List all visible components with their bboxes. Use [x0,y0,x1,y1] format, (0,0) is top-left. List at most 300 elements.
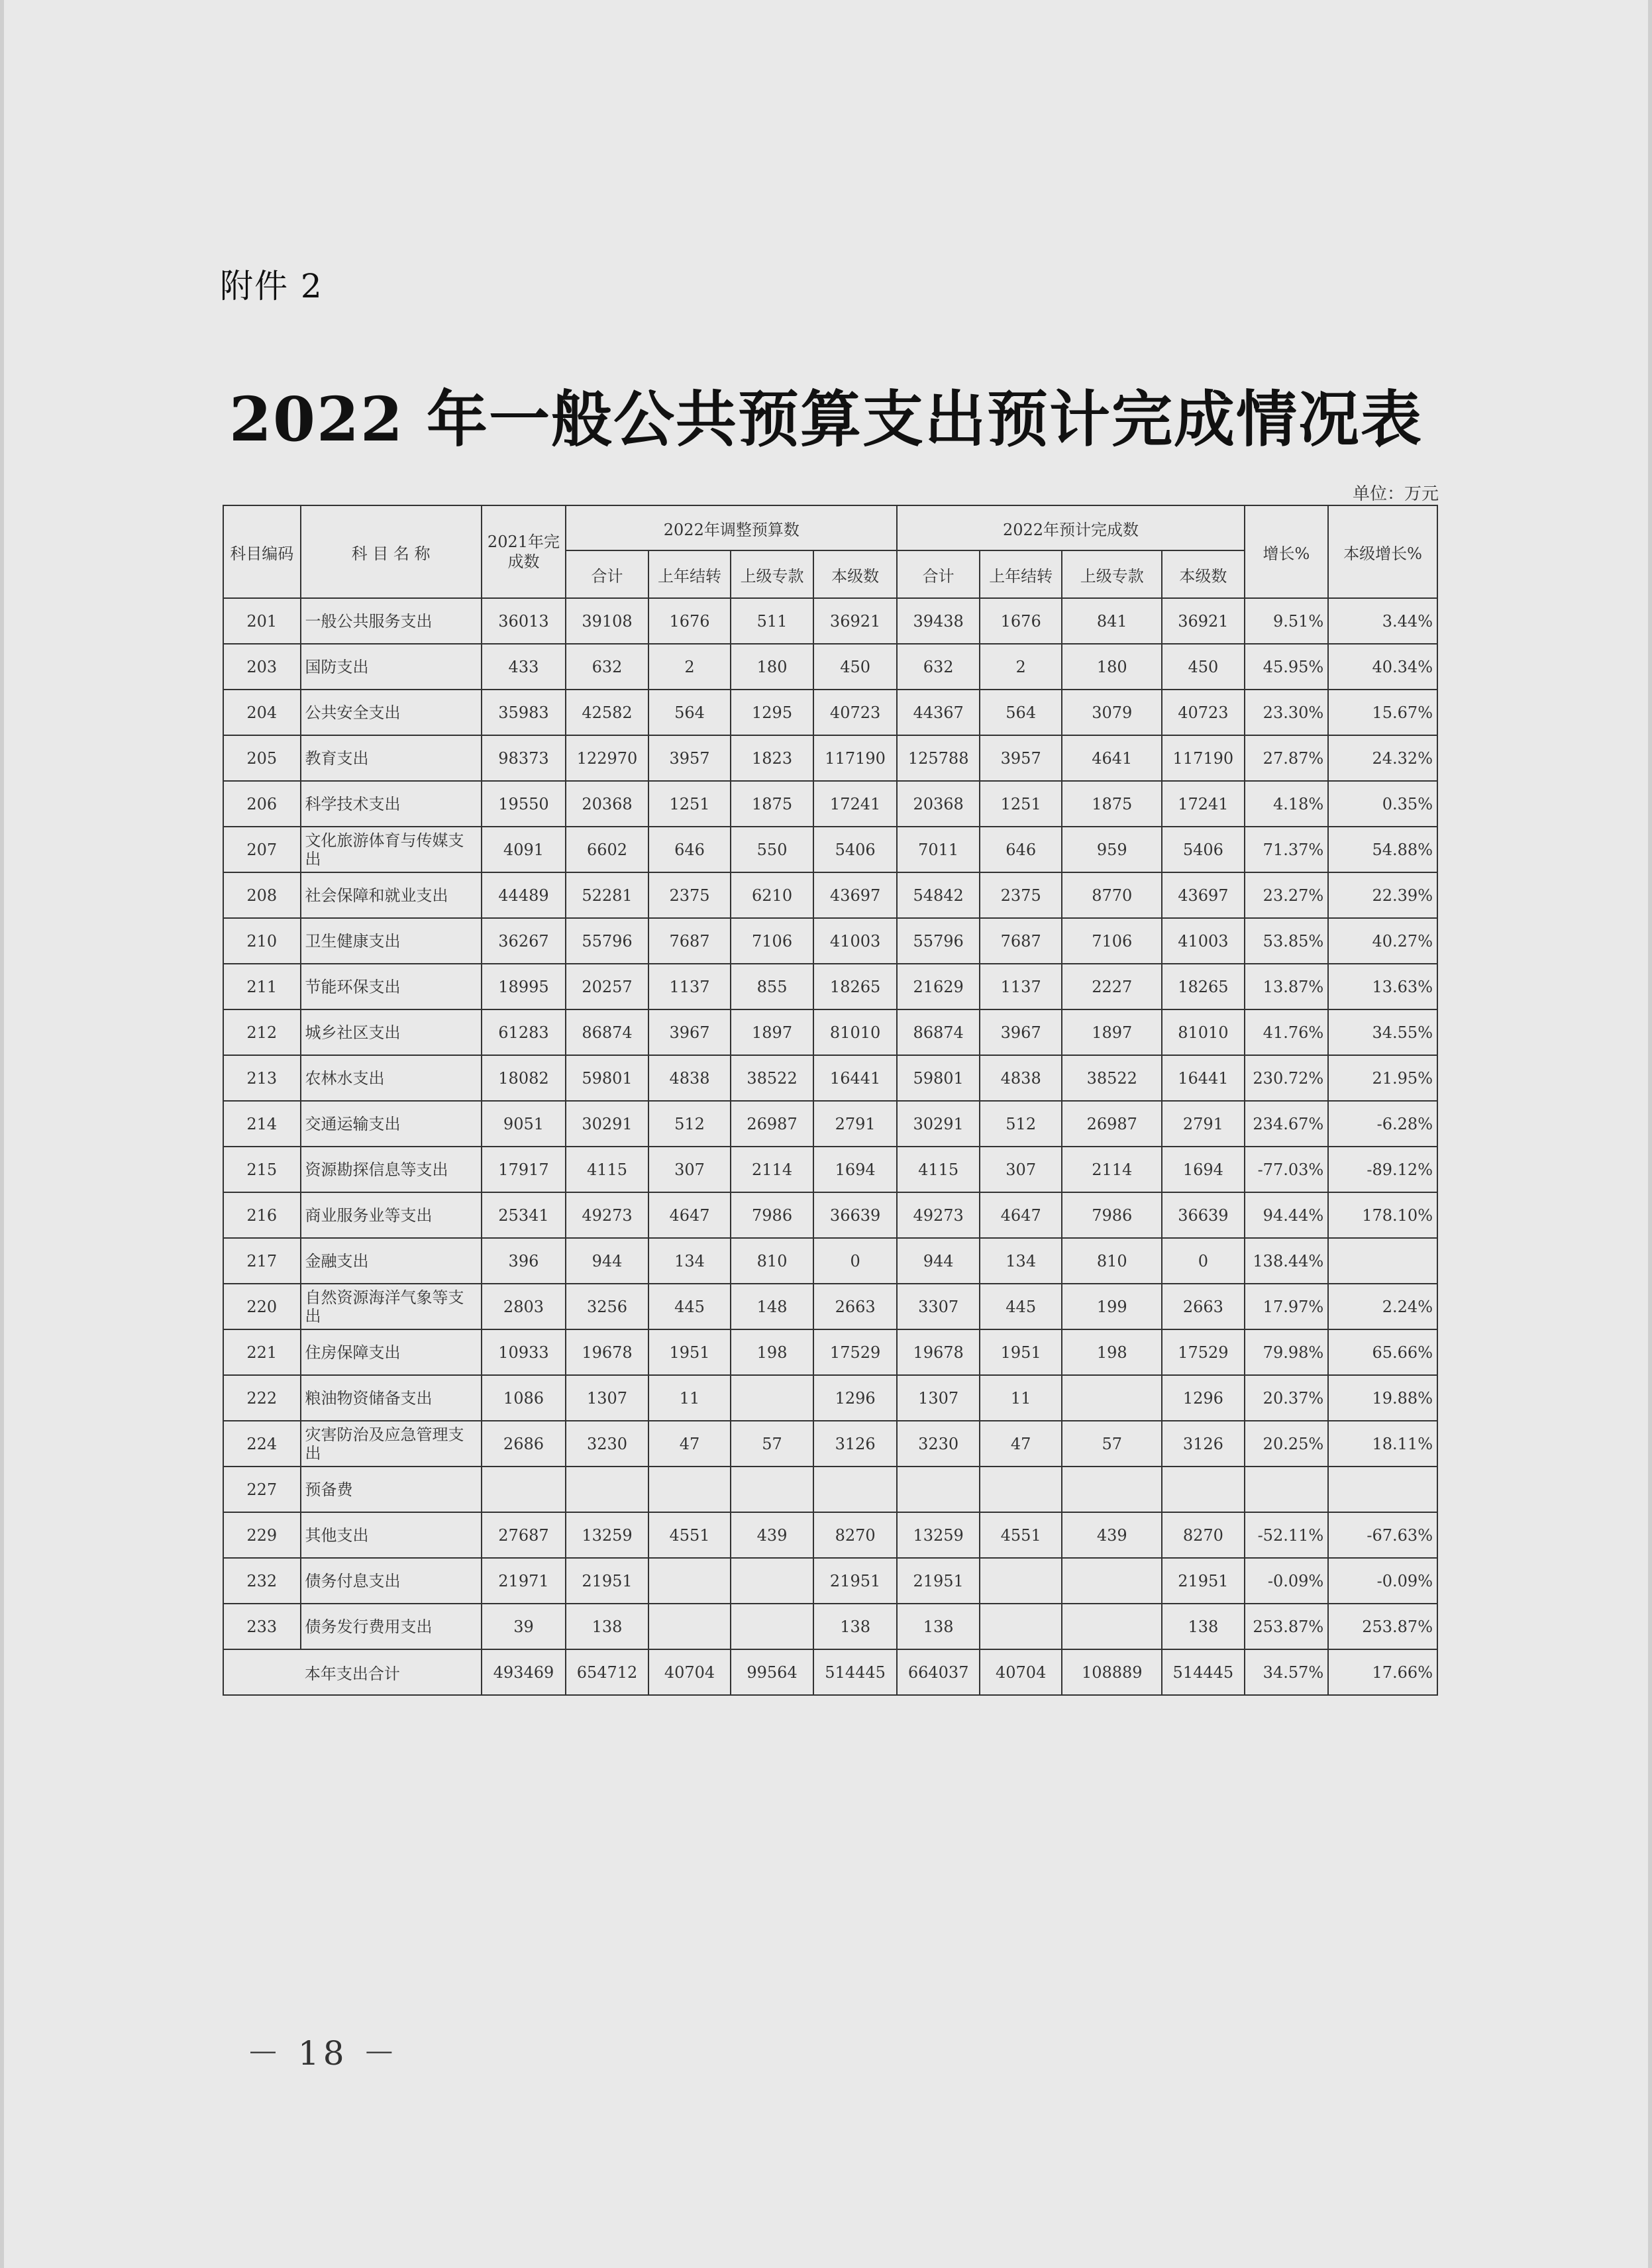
cell-adj-carry [648,1558,731,1604]
cell-a2021: 39 [482,1604,566,1649]
cell-adj-special: 198 [731,1329,813,1375]
cell-code: 208 [223,872,301,918]
cell-adj-carry [648,1467,731,1512]
cell-growth: 94.44% [1245,1192,1329,1238]
cell-growth: 71.37% [1245,827,1329,872]
cell-a2021: 98373 [482,735,566,781]
cell-exp-total: 3230 [897,1421,980,1467]
cell-local-growth: 54.88% [1328,827,1437,872]
total-exp-carry: 40704 [980,1649,1062,1695]
table-row [223,1055,1437,1101]
cell-a2021: 35983 [482,690,566,735]
cell-growth: 27.87% [1245,735,1329,781]
cell-exp-total: 59801 [897,1055,980,1101]
cell-adj-local: 36639 [813,1192,898,1238]
cell-adj-local: 2791 [813,1101,898,1147]
cell-exp-local: 16441 [1162,1055,1245,1101]
cell-exp-local: 41003 [1162,918,1245,964]
cell-code: 222 [223,1375,301,1421]
cell-name: 自然资源海洋气象等支出 [301,1284,482,1329]
cell-adj-local: 36921 [813,598,898,644]
cell-code: 217 [223,1238,301,1284]
cell-adj-total: 138 [566,1604,648,1649]
cell-adj-total: 3256 [566,1284,648,1329]
cell-adj-special: 550 [731,827,813,872]
cell-exp-special: 199 [1062,1284,1162,1329]
table-row [223,918,1437,964]
cell-local-growth: 3.44% [1328,598,1437,644]
header-actual-2021: 2021年完成数 [482,505,566,598]
cell-name: 资源勘探信息等支出 [301,1147,482,1192]
header-exp-local: 本级数 [1162,550,1245,598]
cell-a2021: 396 [482,1238,566,1284]
cell-name: 公共安全支出 [301,690,482,735]
cell-code: 216 [223,1192,301,1238]
cell-exp-total: 21629 [897,964,980,1009]
cell-a2021: 17917 [482,1147,566,1192]
cell-adj-total: 52281 [566,872,648,918]
cell-adj-special [731,1558,813,1604]
cell-adj-carry: 11 [648,1375,731,1421]
cell-adj-carry: 1251 [648,781,731,827]
cell-local-growth: 2.24% [1328,1284,1437,1329]
table-row [223,964,1437,1009]
cell-a2021: 1086 [482,1375,566,1421]
page-title: 2022 年一般公共预算支出预计完成情况表 [229,384,1423,455]
cell-exp-carry: 3957 [980,735,1062,781]
cell-adj-carry: 1676 [648,598,731,644]
cell-adj-local: 43697 [813,872,898,918]
table-row [223,1147,1437,1192]
cell-adj-total: 632 [566,644,648,690]
cell-code: 201 [223,598,301,644]
table-row [223,598,1437,644]
cell-adj-special: 439 [731,1512,813,1558]
cell-exp-carry: 512 [980,1101,1062,1147]
cell-growth: 138.44% [1245,1238,1329,1284]
cell-growth: -77.03% [1245,1147,1329,1192]
cell-growth [1245,1467,1329,1512]
cell-exp-carry: 3967 [980,1009,1062,1055]
cell-a2021: 4091 [482,827,566,872]
cell-adj-total: 19678 [566,1329,648,1375]
cell-exp-carry: 564 [980,690,1062,735]
cell-growth: 230.72% [1245,1055,1329,1101]
cell-exp-carry [980,1467,1062,1512]
cell-local-growth: 22.39% [1328,872,1437,918]
cell-a2021: 61283 [482,1009,566,1055]
cell-name: 国防支出 [301,644,482,690]
cell-exp-local: 40723 [1162,690,1245,735]
table-row [223,1375,1437,1421]
table-row [223,1238,1437,1284]
cell-name: 卫生健康支出 [301,918,482,964]
cell-code: 206 [223,781,301,827]
cell-local-growth: 24.32% [1328,735,1437,781]
cell-exp-carry [980,1558,1062,1604]
cell-local-growth: 40.27% [1328,918,1437,964]
cell-exp-carry: 4838 [980,1055,1062,1101]
cell-adj-special [731,1375,813,1421]
cell-name: 交通运输支出 [301,1101,482,1147]
cell-name: 粮油物资储备支出 [301,1375,482,1421]
header-code: 科目编码 [223,505,301,598]
cell-exp-total: 944 [897,1238,980,1284]
cell-local-growth: 21.95% [1328,1055,1437,1101]
cell-exp-total [897,1467,980,1512]
cell-code: 205 [223,735,301,781]
table-row [223,690,1437,735]
cell-a2021: 21971 [482,1558,566,1604]
scan-edge-left [0,0,4,2268]
total-exp-total: 664037 [897,1649,980,1695]
cell-adj-total: 20257 [566,964,648,1009]
cell-local-growth [1328,1238,1437,1284]
header-adj-local: 本级数 [813,550,898,598]
header-local-growth: 本级增长% [1328,505,1437,598]
page-number: － 18 － [246,2034,400,2073]
header-name: 科 目 名 称 [301,505,482,598]
cell-exp-carry: 1676 [980,598,1062,644]
cell-adj-local: 3126 [813,1421,898,1467]
cell-exp-local: 2791 [1162,1101,1245,1147]
cell-growth: 41.76% [1245,1009,1329,1055]
cell-exp-special: 810 [1062,1238,1162,1284]
cell-exp-local: 36639 [1162,1192,1245,1238]
cell-growth: -0.09% [1245,1558,1329,1604]
cell-adj-total: 39108 [566,598,648,644]
cell-adj-carry: 47 [648,1421,731,1467]
cell-adj-total: 3230 [566,1421,648,1467]
cell-local-growth: 15.67% [1328,690,1437,735]
cell-adj-total: 59801 [566,1055,648,1101]
total-adj-total: 654712 [566,1649,648,1695]
cell-adj-special: 1875 [731,781,813,827]
cell-adj-carry: 4647 [648,1192,731,1238]
table-row [223,1467,1437,1512]
table-row [223,1558,1437,1604]
cell-exp-local: 5406 [1162,827,1245,872]
header-adj-total: 合计 [566,550,648,598]
cell-adj-carry: 646 [648,827,731,872]
cell-exp-local: 8270 [1162,1512,1245,1558]
cell-exp-special: 2114 [1062,1147,1162,1192]
cell-growth: 53.85% [1245,918,1329,964]
cell-local-growth: 34.55% [1328,1009,1437,1055]
cell-adj-carry: 7687 [648,918,731,964]
cell-adj-carry [648,1604,731,1649]
cell-exp-special: 1875 [1062,781,1162,827]
cell-adj-local: 0 [813,1238,898,1284]
scan-edge-right [1648,0,1652,2268]
cell-exp-local: 81010 [1162,1009,1245,1055]
cell-adj-special [731,1467,813,1512]
cell-code: 212 [223,1009,301,1055]
cell-name: 节能环保支出 [301,964,482,1009]
header-exp-total: 合计 [897,550,980,598]
cell-name: 城乡社区支出 [301,1009,482,1055]
cell-name: 教育支出 [301,735,482,781]
cell-adj-local: 81010 [813,1009,898,1055]
cell-code: 232 [223,1558,301,1604]
cell-code: 229 [223,1512,301,1558]
cell-adj-carry: 3957 [648,735,731,781]
cell-exp-local: 0 [1162,1238,1245,1284]
cell-growth: 9.51% [1245,598,1329,644]
cell-exp-special: 26987 [1062,1101,1162,1147]
table-row [223,1604,1437,1649]
cell-name: 金融支出 [301,1238,482,1284]
total-growth: 34.57% [1245,1649,1329,1695]
table-row [223,1284,1437,1329]
cell-exp-carry [980,1604,1062,1649]
cell-adj-special: 2114 [731,1147,813,1192]
cell-adj-special: 511 [731,598,813,644]
cell-name: 商业服务业等支出 [301,1192,482,1238]
cell-adj-total: 55796 [566,918,648,964]
cell-exp-special: 198 [1062,1329,1162,1375]
cell-exp-total: 13259 [897,1512,980,1558]
cell-a2021: 2686 [482,1421,566,1467]
cell-adj-local: 2663 [813,1284,898,1329]
cell-adj-total: 6602 [566,827,648,872]
cell-name: 科学技术支出 [301,781,482,827]
cell-adj-local [813,1467,898,1512]
cell-exp-local: 450 [1162,644,1245,690]
cell-adj-special: 810 [731,1238,813,1284]
cell-exp-special [1062,1467,1162,1512]
cell-exp-carry: 4647 [980,1192,1062,1238]
cell-adj-total: 20368 [566,781,648,827]
cell-a2021: 18995 [482,964,566,1009]
header-adjusted-group: 2022年调整预算数 [566,505,897,550]
header-adj-special: 上级专款 [731,550,813,598]
cell-exp-local: 18265 [1162,964,1245,1009]
cell-adj-carry: 2375 [648,872,731,918]
cell-exp-special: 841 [1062,598,1162,644]
table-row [223,1101,1437,1147]
cell-exp-local: 17241 [1162,781,1245,827]
total-a2021: 493469 [482,1649,566,1695]
cell-growth: 20.25% [1245,1421,1329,1467]
cell-code: 215 [223,1147,301,1192]
cell-local-growth: 18.11% [1328,1421,1437,1467]
cell-exp-special: 4641 [1062,735,1162,781]
cell-exp-total: 44367 [897,690,980,735]
cell-exp-local: 117190 [1162,735,1245,781]
cell-adj-carry: 3967 [648,1009,731,1055]
total-adj-local: 514445 [813,1649,898,1695]
cell-code: 211 [223,964,301,1009]
cell-exp-total: 21951 [897,1558,980,1604]
cell-name: 一般公共服务支出 [301,598,482,644]
cell-adj-local: 1694 [813,1147,898,1192]
cell-exp-local: 17529 [1162,1329,1245,1375]
cell-local-growth: -89.12% [1328,1147,1437,1192]
table-row [223,1329,1437,1375]
cell-exp-total: 138 [897,1604,980,1649]
cell-adj-carry: 4838 [648,1055,731,1101]
cell-adj-total: 122970 [566,735,648,781]
cell-local-growth: 0.35% [1328,781,1437,827]
total-exp-special: 108889 [1062,1649,1162,1695]
cell-exp-carry: 1951 [980,1329,1062,1375]
cell-code: 214 [223,1101,301,1147]
cell-adj-special: 180 [731,644,813,690]
cell-adj-local: 17529 [813,1329,898,1375]
cell-adj-local: 17241 [813,781,898,827]
table-row [223,1192,1437,1238]
attachment-label: 附件 2 [220,267,323,305]
cell-code: 204 [223,690,301,735]
cell-growth: 79.98% [1245,1329,1329,1375]
cell-exp-total: 39438 [897,598,980,644]
cell-adj-carry: 512 [648,1101,731,1147]
cell-exp-total: 4115 [897,1147,980,1192]
cell-local-growth [1328,1467,1437,1512]
cell-a2021: 25341 [482,1192,566,1238]
cell-local-growth: 253.87% [1328,1604,1437,1649]
cell-exp-carry: 445 [980,1284,1062,1329]
cell-local-growth: 19.88% [1328,1375,1437,1421]
cell-code: 213 [223,1055,301,1101]
cell-exp-total: 49273 [897,1192,980,1238]
table-body [223,598,1437,1695]
unit-label: 单位：万元 [1352,484,1439,504]
table-row [223,1421,1437,1467]
cell-adj-special: 855 [731,964,813,1009]
cell-code: 220 [223,1284,301,1329]
cell-name: 预备费 [301,1467,482,1512]
cell-exp-carry: 1137 [980,964,1062,1009]
cell-a2021: 18082 [482,1055,566,1101]
cell-a2021: 2803 [482,1284,566,1329]
cell-name: 社会保障和就业支出 [301,872,482,918]
cell-growth: 23.30% [1245,690,1329,735]
cell-code: 210 [223,918,301,964]
cell-adj-total: 42582 [566,690,648,735]
cell-local-growth: 65.66% [1328,1329,1437,1375]
cell-exp-total: 55796 [897,918,980,964]
cell-local-growth: 40.34% [1328,644,1437,690]
cell-growth: 13.87% [1245,964,1329,1009]
cell-growth: 234.67% [1245,1101,1329,1147]
cell-adj-total: 21951 [566,1558,648,1604]
cell-exp-local: 2663 [1162,1284,1245,1329]
total-adj-carry: 40704 [648,1649,731,1695]
cell-adj-local: 117190 [813,735,898,781]
cell-local-growth: -67.63% [1328,1512,1437,1558]
cell-adj-special: 1897 [731,1009,813,1055]
cell-adj-local: 5406 [813,827,898,872]
cell-exp-carry: 47 [980,1421,1062,1467]
cell-exp-local: 1296 [1162,1375,1245,1421]
cell-name: 债务发行费用支出 [301,1604,482,1649]
cell-exp-special: 959 [1062,827,1162,872]
cell-growth: 23.27% [1245,872,1329,918]
cell-exp-carry: 646 [980,827,1062,872]
cell-exp-special: 7106 [1062,918,1162,964]
cell-exp-local: 138 [1162,1604,1245,1649]
header-exp-special: 上级专款 [1062,550,1162,598]
cell-name: 文化旅游体育与传媒支出 [301,827,482,872]
cell-adj-carry: 2 [648,644,731,690]
cell-local-growth: 178.10% [1328,1192,1437,1238]
cell-adj-special: 1295 [731,690,813,735]
header-exp-carry: 上年结转 [980,550,1062,598]
cell-a2021: 9051 [482,1101,566,1147]
table-row [223,827,1437,872]
cell-exp-carry: 307 [980,1147,1062,1192]
cell-code: 227 [223,1467,301,1512]
cell-a2021 [482,1467,566,1512]
cell-exp-total: 86874 [897,1009,980,1055]
cell-exp-special: 180 [1062,644,1162,690]
cell-growth: 4.18% [1245,781,1329,827]
cell-exp-total: 3307 [897,1284,980,1329]
cell-name: 农林水支出 [301,1055,482,1101]
cell-exp-special: 439 [1062,1512,1162,1558]
cell-adj-special: 7106 [731,918,813,964]
header-adj-carry: 上年结转 [648,550,731,598]
table-row [223,1512,1437,1558]
cell-exp-local: 43697 [1162,872,1245,918]
cell-exp-carry: 2375 [980,872,1062,918]
cell-adj-special: 7986 [731,1192,813,1238]
cell-exp-carry: 1251 [980,781,1062,827]
cell-adj-total: 4115 [566,1147,648,1192]
cell-adj-special: 38522 [731,1055,813,1101]
cell-code: 203 [223,644,301,690]
cell-exp-special: 57 [1062,1421,1162,1467]
cell-code: 207 [223,827,301,872]
cell-exp-carry: 11 [980,1375,1062,1421]
cell-name: 住房保障支出 [301,1329,482,1375]
cell-exp-total: 125788 [897,735,980,781]
cell-name: 灾害防治及应急管理支出 [301,1421,482,1467]
cell-a2021: 36267 [482,918,566,964]
cell-growth: 20.37% [1245,1375,1329,1421]
cell-local-growth: 13.63% [1328,964,1437,1009]
cell-exp-local: 21951 [1162,1558,1245,1604]
header-growth: 增长% [1245,505,1329,598]
cell-adj-special: 148 [731,1284,813,1329]
table-row [223,781,1437,827]
total-local-growth: 17.66% [1328,1649,1437,1695]
cell-adj-total: 86874 [566,1009,648,1055]
cell-exp-special: 38522 [1062,1055,1162,1101]
cell-adj-special: 26987 [731,1101,813,1147]
budget-table [223,505,1438,1696]
cell-exp-carry: 134 [980,1238,1062,1284]
cell-exp-special: 8770 [1062,872,1162,918]
cell-adj-carry: 445 [648,1284,731,1329]
cell-name: 其他支出 [301,1512,482,1558]
header-expected-group: 2022年预计完成数 [897,505,1244,550]
cell-exp-local: 1694 [1162,1147,1245,1192]
cell-exp-special: 7986 [1062,1192,1162,1238]
cell-adj-local: 450 [813,644,898,690]
cell-exp-special: 2227 [1062,964,1162,1009]
cell-growth: -52.11% [1245,1512,1329,1558]
total-row [223,1649,1437,1695]
cell-adj-total: 944 [566,1238,648,1284]
cell-adj-local: 1296 [813,1375,898,1421]
cell-exp-special [1062,1375,1162,1421]
cell-adj-local: 18265 [813,964,898,1009]
cell-local-growth: -6.28% [1328,1101,1437,1147]
table-row [223,644,1437,690]
